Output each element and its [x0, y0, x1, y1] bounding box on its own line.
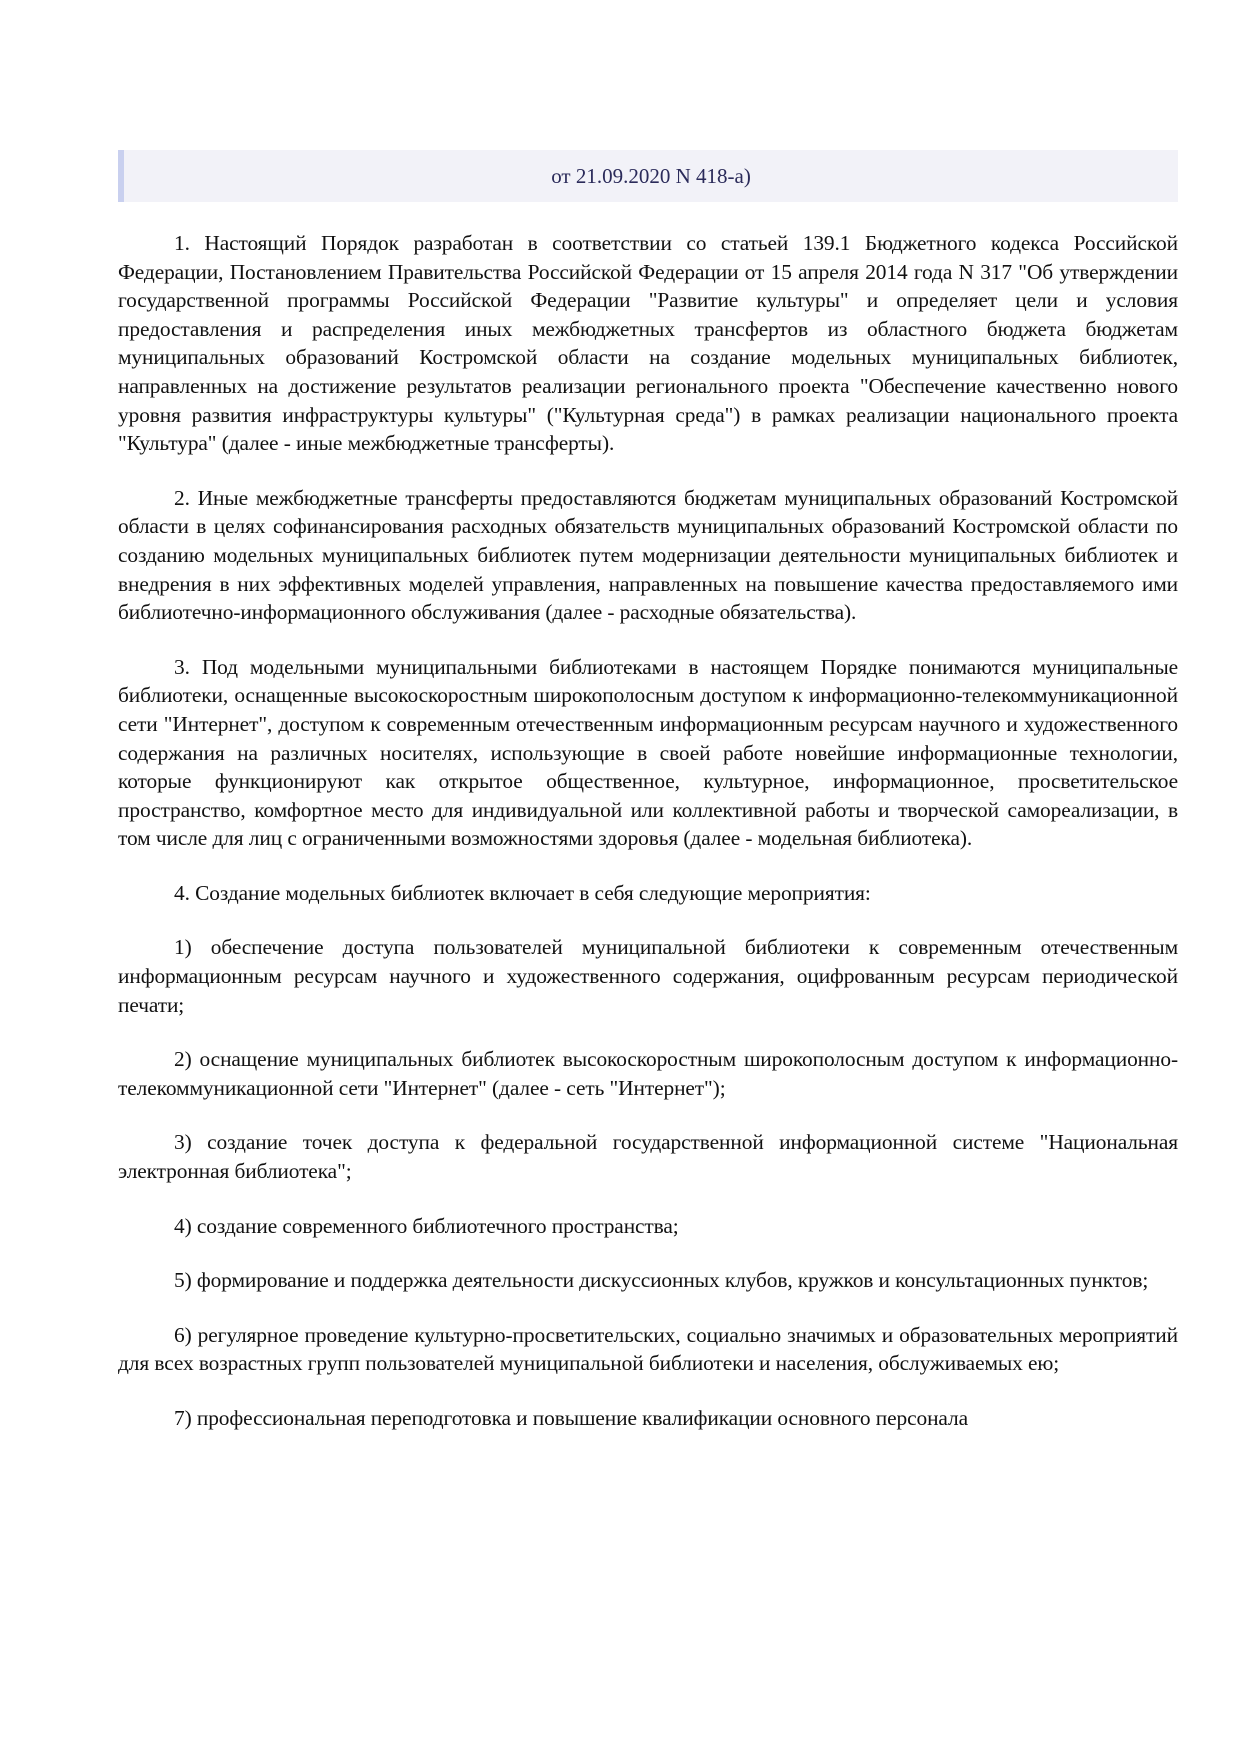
header-text: от 21.09.2020 N 418-а) [551, 163, 751, 188]
list-item-6: 6) регулярное проведение культурно-просветительских, социально значимых и образовательных мероприятий для всех возрастных групп пользователей муниципальной библиотеки и населения, обслуживаемых ею; [118, 1322, 1178, 1376]
paragraph-3: 3. Под модельными муниципальными библиотеками в настоящем Порядке понимаются муниципальные библиотеки, оснащенные высокоскоростным широкополосным доступом к информационно-телекоммуникационной сети "Интернет", доступом к современным отечественным информационным ресурсам научного и художественного содержания на различных носителях, использующие в своей работе новейшие информационные технологии, которые функционируют как открытое общественное, культурное, информационное, просветительское пространство, комфортное место для индивидуальной или коллективной работы и творческой самореализации, в том числе для лиц с ограниченными возможностями здоровья (далее - модельная библиотека). [118, 654, 1178, 851]
list-item-1: 1) обеспечение доступа пользователей муниципальной библиотеки к современным отечественным информационным ресурсам научного и художественного содержания, оцифрованным ресурсам периодической печати; [118, 935, 1178, 1017]
paragraph-4: 4. Создание модельных библиотек включает в себя следующие мероприятия: [174, 880, 871, 905]
document-header-banner [118, 150, 1178, 202]
list-item-5: 5) формирование и поддержка деятельности дискуссионных клубов, кружков и консультационных пунктов; [174, 1268, 1149, 1293]
paragraph-1: 1. Настоящий Порядок разработан в соответствии со статьей 139.1 Бюджетного кодекса Российской Федерации, Постановлением Правительства Российской Федерации от 15 апреля 2014 года N 317 "Об утверждении государственной программы Российской Федерации "Развитие культуры" и определяет цели и условия предоставления и распределения иных межбюджетных трансфертов из областного бюджета бюджетам муниципальных образований Костромской области на создание модельных муниципальных библиотек, направленных на достижение результатов реализации регионального проекта "Обеспечение качественно нового уровня развития инфраструктуры культуры" ("Культурная среда") в рамках реализации национального проекта "Культура" (далее - иные межбюджетные трансферты). [118, 231, 1178, 456]
document-body [118, 229, 1178, 1459]
list-item-4: 4) создание современного библиотечного пространства; [174, 1213, 679, 1238]
list-item-3: 3) создание точек доступа к федеральной государственной информационной системе "Национальная электронная библиотека"; [118, 1130, 1178, 1184]
list-item-2: 2) оснащение муниципальных библиотек высокоскоростным широкополосным доступом к информационно-телекоммуникационной сети "Интернет" (далее - сеть "Интернет"); [118, 1047, 1178, 1100]
list-item-7: 7) профессиональная переподготовка и повышение квалификации основного персонала [174, 1406, 968, 1430]
paragraph-2: 2. Иные межбюджетные трансферты предоставляются бюджетам муниципальных образований Костромской области в целях софинансирования расходных обязательств муниципальных образований Костромской области по созданию модельных муниципальных библиотек путем модернизации деятельности муниципальных библиотек и внедрения в них эффективных моделей управления, направленных на повышение качества предоставляемого ими библиотечно-информационного обслуживания (далее - расходные обязательства). [118, 485, 1178, 625]
